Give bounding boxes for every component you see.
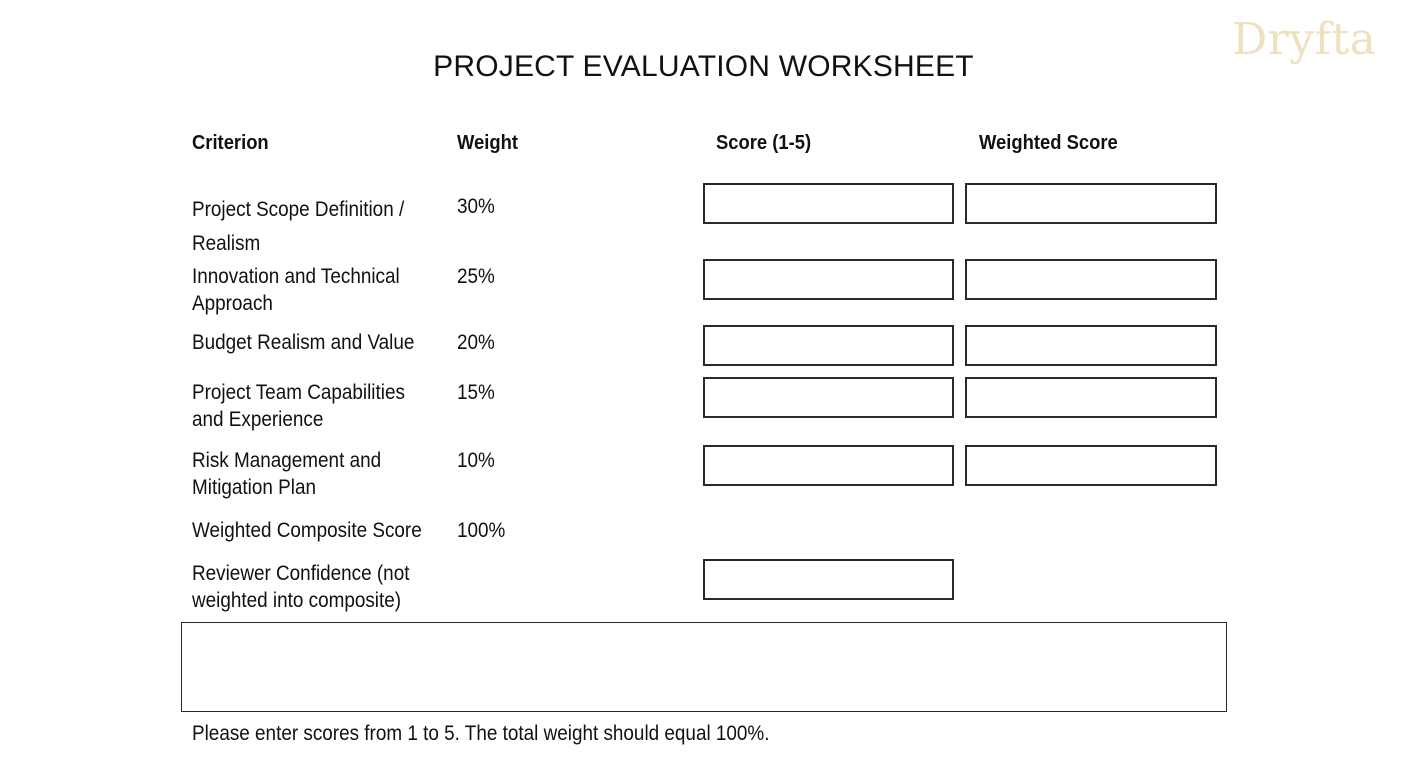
criterion-label: Project Scope Definition / Realism <box>192 198 405 255</box>
weight-value: 20% <box>457 331 495 354</box>
instruction-note: Please enter scores from 1 to 5. The total weight should equal 100%. <box>192 722 770 745</box>
criterion-label: Project Team Capabilities and Experience <box>192 381 405 431</box>
composite-label: Weighted Composite Score <box>192 519 422 542</box>
weight-value: 15% <box>457 381 495 404</box>
score-input[interactable] <box>703 377 954 418</box>
weighted-score-input[interactable] <box>965 183 1217 224</box>
composite-weight: 100% <box>457 519 506 542</box>
weighted-score-input[interactable] <box>965 259 1217 300</box>
weighted-score-input[interactable] <box>965 377 1217 418</box>
criterion-label: Risk Management and Mitigation Plan <box>192 449 382 499</box>
header-criterion: Criterion <box>192 132 269 154</box>
comments-textarea[interactable] <box>181 622 1227 712</box>
criterion-label: Innovation and Technical Approach <box>192 265 400 315</box>
confidence-label: Reviewer Confidence (not weighted into composite) <box>192 562 410 612</box>
page-title: PROJECT EVALUATION WORKSHEET <box>433 50 974 83</box>
score-input[interactable] <box>703 183 954 224</box>
weighted-score-input[interactable] <box>965 325 1217 366</box>
score-input[interactable] <box>703 445 954 486</box>
header-weighted-score: Weighted Score <box>979 132 1118 154</box>
weight-value: 30% <box>457 195 495 218</box>
weight-value: 10% <box>457 449 495 472</box>
confidence-input[interactable] <box>703 559 954 600</box>
weighted-score-input[interactable] <box>965 445 1217 486</box>
criterion-label: Budget Realism and Value <box>192 331 415 354</box>
dryfta-logo: Dryfta <box>1232 14 1377 65</box>
score-input[interactable] <box>703 259 954 300</box>
header-score: Score (1-5) <box>716 132 812 154</box>
header-weight: Weight <box>457 132 518 154</box>
score-input[interactable] <box>703 325 954 366</box>
weight-value: 25% <box>457 265 495 288</box>
